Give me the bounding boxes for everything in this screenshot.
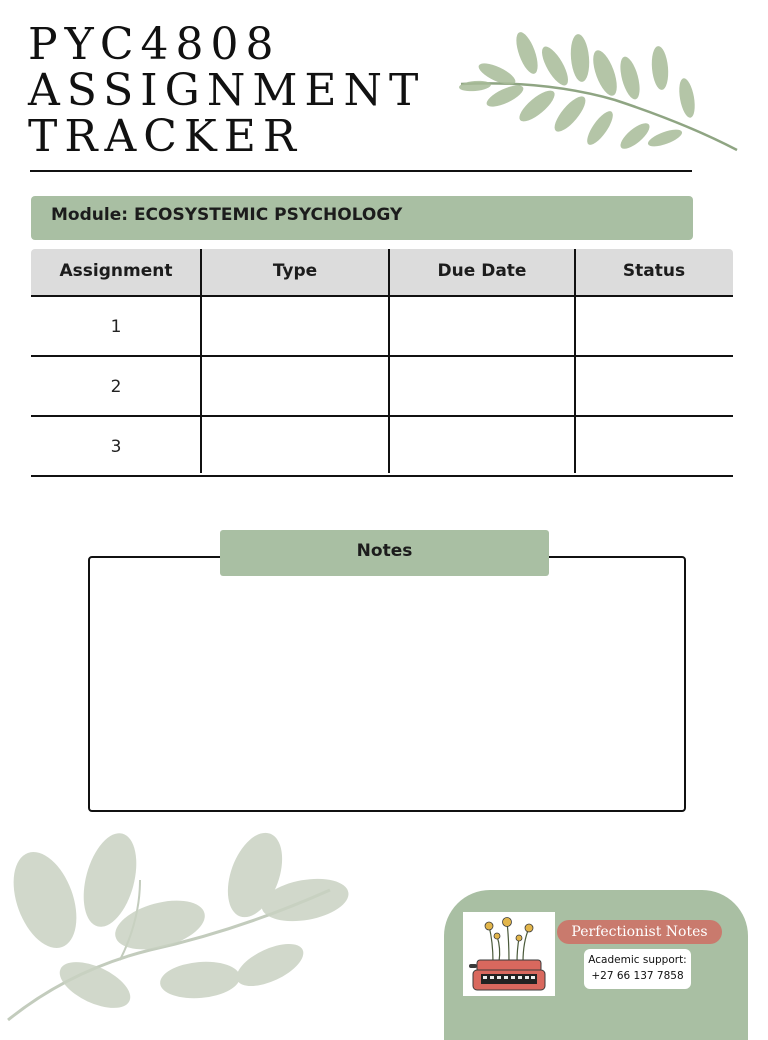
cell-type[interactable] (201, 417, 389, 475)
column-divider (388, 249, 390, 473)
typewriter-with-flowers-icon (463, 912, 555, 996)
cell-status[interactable] (575, 417, 733, 475)
header-due-date: Due Date (437, 261, 527, 281)
cell-assignment: 1 (110, 317, 122, 337)
page-title (28, 19, 426, 162)
module-banner: Module: ECOSYSTEMIC PSYCHOLOGY (31, 196, 693, 240)
cell-assignment: 2 (110, 377, 122, 397)
column-divider (200, 249, 202, 473)
header-assignment: Assignment (59, 261, 173, 281)
brand-name: Perfectionist Notes (557, 920, 722, 944)
notes-area[interactable] (88, 556, 686, 812)
assignment-table (31, 249, 733, 477)
title-divider (30, 170, 692, 172)
table-row (31, 357, 733, 417)
table-header (31, 249, 733, 297)
cell-status[interactable] (575, 357, 733, 415)
title-line-3: TRACKER (28, 111, 304, 162)
leafy-branch-icon (0, 820, 360, 1024)
brand-card (444, 890, 748, 1040)
cell-due-date[interactable] (389, 357, 575, 415)
cell-type[interactable] (201, 297, 389, 355)
cell-type[interactable] (201, 357, 389, 415)
cell-assignment: 3 (110, 437, 122, 457)
support-label: Academic support: (588, 954, 687, 966)
table-row (31, 417, 733, 477)
title-line-1: PYC4808 (28, 19, 281, 70)
brand-logo (463, 912, 555, 996)
support-phone: +27 66 137 7858 (591, 970, 684, 982)
column-divider (574, 249, 576, 473)
support-contact (584, 949, 691, 989)
header-type: Type (272, 261, 318, 281)
title-line-2: ASSIGNMENT (28, 65, 426, 116)
table-row (31, 297, 733, 357)
cell-due-date[interactable] (389, 417, 575, 475)
header-status: Status (622, 261, 686, 281)
cell-status[interactable] (575, 297, 733, 355)
notes-heading: Notes (220, 530, 549, 576)
eucalyptus-branch-icon (455, 28, 745, 158)
cell-due-date[interactable] (389, 297, 575, 355)
